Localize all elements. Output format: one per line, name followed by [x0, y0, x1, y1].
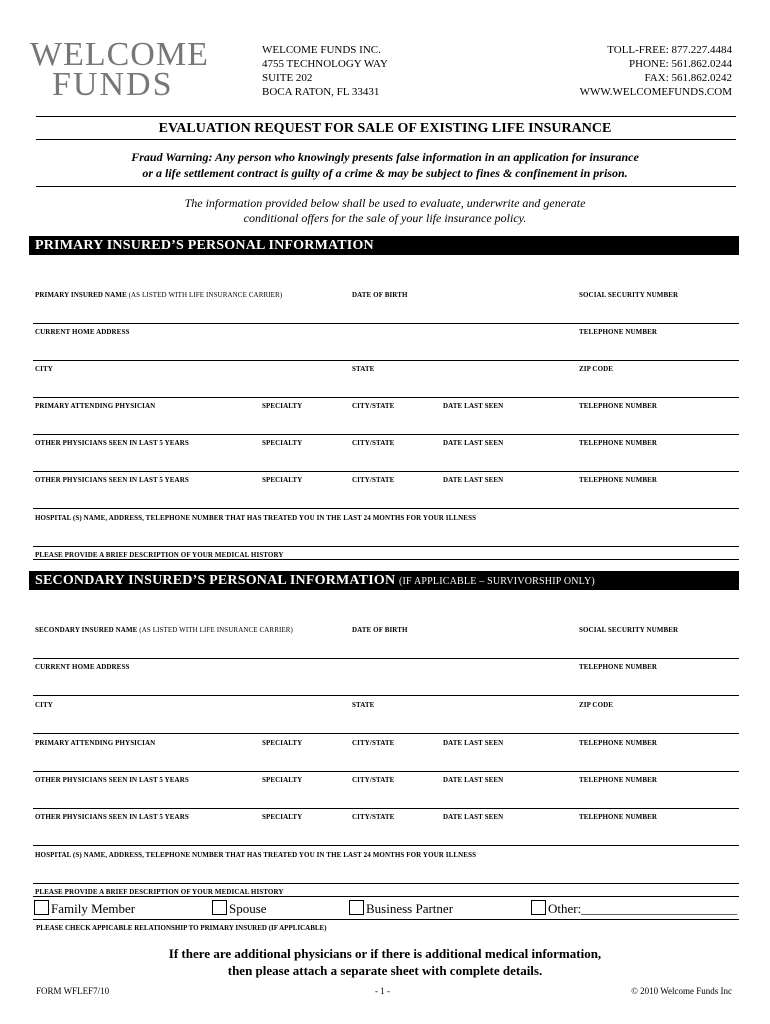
field-label: DATE LAST SEEN	[443, 476, 504, 484]
field-label: PRIMARY ATTENDING PHYSICIAN	[35, 739, 156, 747]
checkbox-box[interactable]	[531, 900, 546, 915]
field-label: CITY	[35, 701, 53, 709]
checkbox-box[interactable]	[34, 900, 49, 915]
toll-free: TOLL-FREE: 877.227.4484	[607, 44, 732, 56]
secondary-other-physician-row[interactable]	[33, 809, 739, 846]
divider	[33, 919, 739, 920]
secondary-name-row[interactable]	[33, 622, 739, 659]
field-label: TELEPHONE NUMBER	[579, 439, 658, 447]
secondary-address-row[interactable]	[33, 659, 739, 696]
fraud-warning	[0, 149, 770, 181]
field-label: DATE LAST SEEN	[443, 776, 504, 784]
field-label: CITY/STATE	[352, 776, 395, 784]
field-label: STATE	[352, 365, 375, 373]
field-label: SOCIAL SECURITY NUMBER	[579, 626, 679, 634]
info-line: conditional offers for the sale of your life insurance policy.	[243, 211, 527, 225]
field-label: CITY/STATE	[352, 813, 395, 821]
welcome-funds-logo	[30, 36, 209, 103]
primary-history-row[interactable]	[33, 547, 739, 560]
field-label: ZIP CODE	[579, 365, 614, 373]
field-label: SPECIALTY	[262, 739, 303, 747]
secondary-city-row[interactable]	[33, 697, 739, 734]
primary-other-physician-row[interactable]	[33, 435, 739, 472]
field-label: TELEPHONE NUMBER	[579, 663, 658, 671]
field-label: SPECIALTY	[262, 402, 303, 410]
checkbox-label: Other:________________________	[548, 901, 738, 916]
field-label: DATE LAST SEEN	[443, 739, 504, 747]
primary-physician-row[interactable]	[33, 398, 739, 435]
field-label: OTHER PHYSICIANS SEEN IN LAST 5 YEARS	[35, 776, 189, 784]
field-label: CURRENT HOME ADDRESS	[35, 663, 130, 671]
field-label: PLEASE PROVIDE A BRIEF DESCRIPTION OF YOUR MEDICAL HISTORY	[35, 551, 284, 559]
fraud-line: or a life settlement contract is guilty of a crime & may be subject to fines & confinement in prison.	[142, 166, 628, 180]
logo-line-1: WELCOME	[30, 36, 209, 73]
field-label: HOSPITAL (S) NAME, ADDRESS, TELEPHONE NUMBER THAT HAS TREATED YOU IN THE LAST 24 MONTHS FOR YOUR ILLNESS	[35, 851, 477, 859]
field-label: SPECIALTY	[262, 476, 303, 484]
spouse-checkbox[interactable]	[212, 900, 267, 917]
field-label: TELEPHONE NUMBER	[579, 813, 658, 821]
secondary-other-physician-row[interactable]	[33, 772, 739, 809]
checkbox-box[interactable]	[212, 900, 227, 915]
secondary-hospital-row[interactable]	[33, 847, 739, 884]
checkbox-label: Business Partner	[366, 901, 454, 916]
checkbox-label: Spouse	[229, 901, 267, 916]
primary-hospital-row[interactable]	[33, 510, 739, 547]
business-partner-checkbox[interactable]	[349, 900, 453, 917]
field-label: SECONDARY INSURED NAME (AS LISTED WITH LIFE INSURANCE CARRIER)	[35, 626, 293, 634]
field-label: TELEPHONE NUMBER	[579, 402, 658, 410]
field-label: PRIMARY INSURED NAME (AS LISTED WITH LIFE INSURANCE CARRIER)	[35, 291, 283, 299]
field-label: DATE LAST SEEN	[443, 813, 504, 821]
secondary-section-header	[29, 571, 739, 590]
divider	[36, 186, 736, 187]
primary-name-row[interactable]	[33, 287, 739, 324]
field-label: CITY/STATE	[352, 402, 395, 410]
website: WWW.WELCOMEFUNDS.COM	[579, 86, 732, 98]
fax: FAX: 561.862.0242	[644, 72, 732, 84]
field-label: CITY/STATE	[352, 439, 395, 447]
checkbox-label: Family Member	[51, 901, 136, 916]
logo-line-2: FUNDS	[52, 66, 174, 103]
fraud-line: Fraud Warning: Any person who knowingly presents false information in an application for insurance	[131, 150, 639, 164]
address-line: 4755 TECHNOLOGY WAY	[262, 58, 388, 70]
field-label: PLEASE PROVIDE A BRIEF DESCRIPTION OF YOUR MEDICAL HISTORY	[35, 888, 284, 896]
attach-line: If there are additional physicians or if there is additional medical information,	[168, 946, 602, 961]
info-line: The information provided below shall be used to evaluate, underwrite and generate	[184, 196, 586, 210]
form-title: EVALUATION REQUEST FOR SALE OF EXISTING LIFE INSURANCE	[158, 121, 612, 136]
primary-address-row[interactable]	[33, 324, 739, 361]
field-label: SPECIALTY	[262, 813, 303, 821]
field-label: DATE LAST SEEN	[443, 439, 504, 447]
field-label: DATE OF BIRTH	[352, 291, 408, 299]
secondary-physician-row[interactable]	[33, 735, 739, 772]
attach-instructions	[0, 945, 770, 979]
field-label: CITY/STATE	[352, 476, 395, 484]
secondary-history-row[interactable]	[33, 884, 739, 897]
field-label: OTHER PHYSICIANS SEEN IN LAST 5 YEARS	[35, 813, 189, 821]
field-label: SOCIAL SECURITY NUMBER	[579, 291, 679, 299]
info-text	[0, 196, 770, 226]
field-label: DATE OF BIRTH	[352, 626, 408, 634]
field-label: DATE LAST SEEN	[443, 402, 504, 410]
field-label: ZIP CODE	[579, 701, 614, 709]
field-label: TELEPHONE NUMBER	[579, 739, 658, 747]
field-label: OTHER PHYSICIANS SEEN IN LAST 5 YEARS	[35, 476, 189, 484]
section-title: PRIMARY INSURED’S PERSONAL INFORMATION	[35, 238, 374, 253]
field-label: STATE	[352, 701, 375, 709]
section-title: SECONDARY INSURED’S PERSONAL INFORMATION (IF APPLICABLE – SURVIVORSHIP ONLY)	[35, 573, 595, 588]
field-label: TELEPHONE NUMBER	[579, 776, 658, 784]
checkbox-box[interactable]	[349, 900, 364, 915]
address-line: WELCOME FUNDS INC.	[262, 44, 381, 56]
field-label: TELEPHONE NUMBER	[579, 328, 658, 336]
attach-line: then please attach a separate sheet with complete details.	[227, 963, 543, 978]
divider	[36, 116, 736, 117]
field-label: TELEPHONE NUMBER	[579, 476, 658, 484]
address-line: BOCA RATON, FL 33431	[262, 86, 380, 98]
other-checkbox[interactable]	[531, 900, 737, 917]
company-address	[262, 43, 388, 99]
family-member-checkbox[interactable]	[34, 900, 135, 917]
company-contact	[580, 43, 732, 99]
primary-other-physician-row[interactable]	[33, 472, 739, 509]
page-number: - 1 -	[375, 986, 390, 996]
field-label: SPECIALTY	[262, 439, 303, 447]
field-label: OTHER PHYSICIANS SEEN IN LAST 5 YEARS	[35, 439, 189, 447]
primary-city-row[interactable]	[33, 361, 739, 398]
field-label: SPECIALTY	[262, 776, 303, 784]
divider	[36, 139, 736, 140]
copyright: © 2010 Welcome Funds Inc	[631, 986, 732, 996]
relationship-note: PLEASE CHECK APPICABLE RELATIONSHIP TO PRIMARY INSURED (IF APPLICABLE)	[36, 924, 327, 932]
field-label: CITY	[35, 365, 53, 373]
primary-section-header	[29, 236, 739, 255]
field-label: PRIMARY ATTENDING PHYSICIAN	[35, 402, 156, 410]
address-line: SUITE 202	[262, 72, 313, 84]
phone: PHONE: 561.862.0244	[629, 58, 732, 70]
field-label: CITY/STATE	[352, 739, 395, 747]
field-label: HOSPITAL (S) NAME, ADDRESS, TELEPHONE NUMBER THAT HAS TREATED YOU IN THE LAST 24 MONTHS FOR YOUR ILLNESS	[35, 514, 477, 522]
form-number: FORM WFLEF7/10	[36, 986, 110, 996]
field-label: CURRENT HOME ADDRESS	[35, 328, 130, 336]
